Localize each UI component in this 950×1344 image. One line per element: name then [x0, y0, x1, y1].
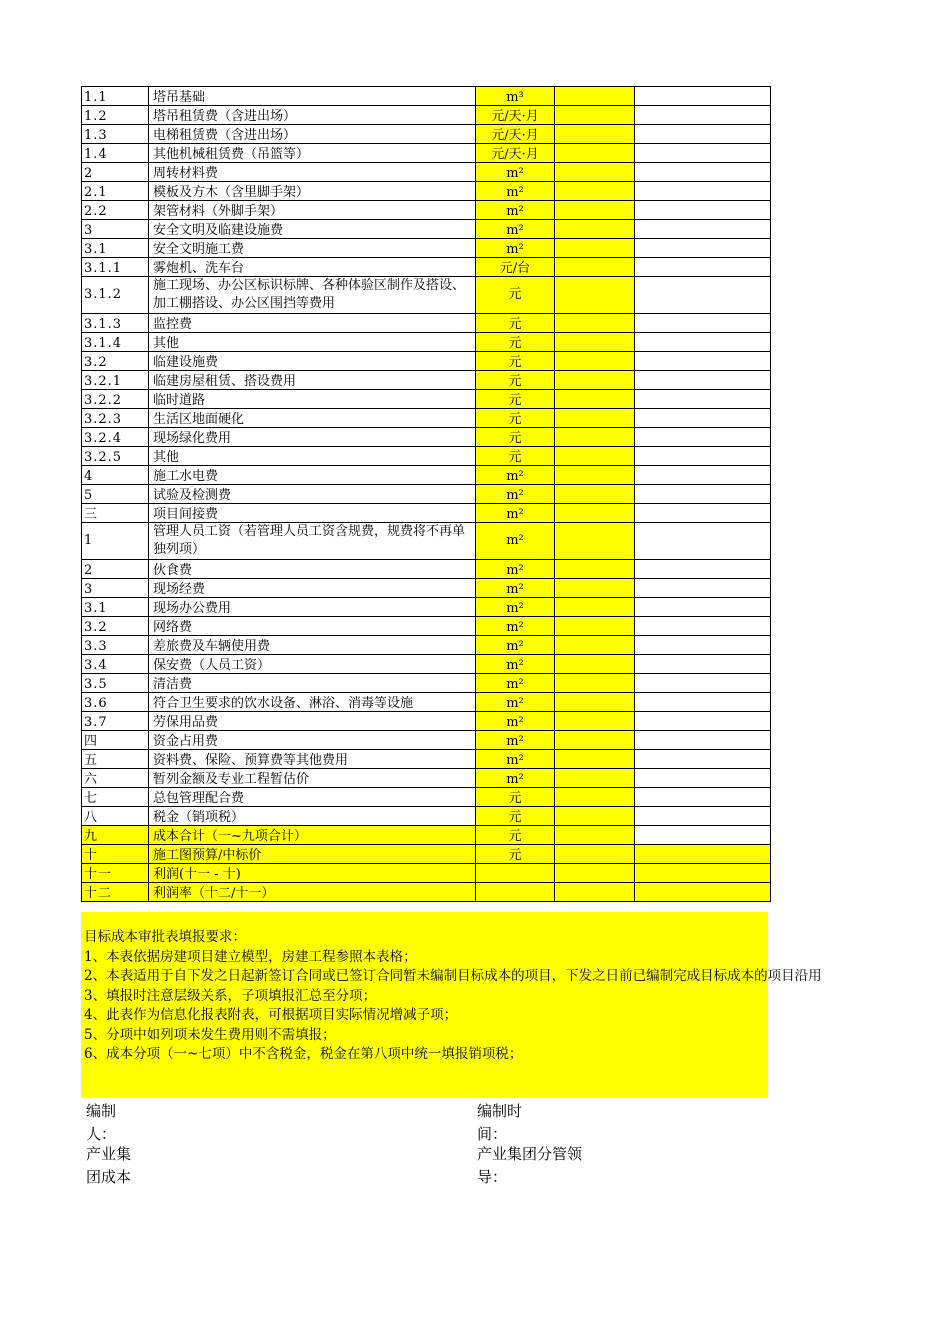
table-row: [82, 352, 771, 371]
row-code: 3.4: [82, 655, 149, 674]
table-row: [82, 674, 771, 693]
row-unit: m²: [476, 617, 555, 636]
row-name: 临建房屋租赁、搭设费用: [149, 371, 476, 390]
row-quantity[interactable]: [555, 769, 635, 788]
row-code: 3.1.3: [82, 314, 149, 333]
row-quantity[interactable]: [555, 788, 635, 807]
row-amount[interactable]: [635, 239, 771, 258]
table-row: [82, 125, 771, 144]
row-amount[interactable]: [635, 125, 771, 144]
compile-time-label: 编制时 间：: [477, 1102, 523, 1143]
table-row: [82, 560, 771, 579]
row-amount[interactable]: [635, 201, 771, 220]
row-quantity[interactable]: [555, 163, 635, 182]
row-name: 网络费: [149, 617, 476, 636]
row-code: 3: [82, 579, 149, 598]
row-amount[interactable]: [635, 883, 771, 902]
notes-line: 2、本表适用于自下发之日起新签订合同或已签订合同暂未编制目标成本的项目，下发之日前已编制完成目标成本的项目沿用: [84, 968, 822, 984]
table-row: [82, 333, 771, 352]
row-code: 3: [82, 220, 149, 239]
table-row: [82, 845, 771, 864]
row-quantity[interactable]: [555, 504, 635, 523]
row-code: 三: [82, 504, 149, 523]
row-amount[interactable]: [635, 523, 771, 560]
row-code: 1.3: [82, 125, 149, 144]
row-code: 1: [82, 523, 149, 560]
row-unit: 元: [476, 352, 555, 371]
row-amount[interactable]: [635, 87, 771, 106]
table-row: [82, 769, 771, 788]
row-unit: m²: [476, 674, 555, 693]
table-row: [82, 731, 771, 750]
row-unit: 元: [476, 333, 555, 352]
row-name: 现场经费: [149, 579, 476, 598]
row-code: 五: [82, 750, 149, 769]
row-quantity[interactable]: [555, 428, 635, 447]
row-unit: m²: [476, 182, 555, 201]
row-unit: 元: [476, 428, 555, 447]
table-row: [82, 523, 771, 560]
row-unit: m²: [476, 560, 555, 579]
row-code: 3.2: [82, 352, 149, 371]
row-code: 十二: [82, 883, 149, 902]
row-unit: 元: [476, 277, 555, 314]
row-unit: 元: [476, 314, 555, 333]
row-name: 施工现场、办公区标识标牌、各种体验区制作及搭设、加工棚搭设、办公区围挡等费用: [149, 277, 476, 314]
row-amount[interactable]: [635, 485, 771, 504]
row-quantity[interactable]: [555, 239, 635, 258]
notes-line: 6、成本分项（一~七项）中不含税金，税金在第八项中统一填报销项税；: [84, 1046, 523, 1062]
row-name: 安全文明及临建设施费: [149, 220, 476, 239]
row-unit: m²: [476, 712, 555, 731]
table-row: [82, 466, 771, 485]
row-quantity[interactable]: [555, 693, 635, 712]
row-code: 3.1.4: [82, 333, 149, 352]
row-quantity[interactable]: [555, 333, 635, 352]
table-row: [82, 788, 771, 807]
row-quantity[interactable]: [555, 466, 635, 485]
row-name: 其他机械租赁费（吊篮等）: [149, 144, 476, 163]
row-code: 3.5: [82, 674, 149, 693]
table-row: [82, 655, 771, 674]
row-unit: m²: [476, 693, 555, 712]
row-unit: 元: [476, 788, 555, 807]
row-code: 4: [82, 466, 149, 485]
table-row: [82, 864, 771, 883]
group-cost-label: 产业集 团成本: [86, 1145, 132, 1186]
row-unit: [476, 864, 555, 883]
row-amount[interactable]: [635, 447, 771, 466]
row-amount[interactable]: [635, 655, 771, 674]
row-name: 其他: [149, 333, 476, 352]
row-unit: 元/天·月: [476, 106, 555, 125]
row-unit: m²: [476, 201, 555, 220]
table-row: [82, 409, 771, 428]
table-row: [82, 144, 771, 163]
row-amount[interactable]: [635, 371, 771, 390]
row-amount[interactable]: [635, 466, 771, 485]
row-amount[interactable]: [635, 864, 771, 883]
row-name: 劳保用品费: [149, 712, 476, 731]
row-quantity[interactable]: [555, 125, 635, 144]
table-row: [82, 371, 771, 390]
row-amount[interactable]: [635, 693, 771, 712]
table-row: [82, 182, 771, 201]
row-unit: m²: [476, 485, 555, 504]
row-quantity[interactable]: [555, 750, 635, 769]
row-name: 总包管理配合费: [149, 788, 476, 807]
table-row: [82, 485, 771, 504]
table-row: [82, 883, 771, 902]
row-name: 模板及方木（含里脚手架）: [149, 182, 476, 201]
row-name: 试验及检测费: [149, 485, 476, 504]
table-row: [82, 579, 771, 598]
table-row: [82, 428, 771, 447]
table-row: [82, 201, 771, 220]
row-amount[interactable]: [635, 807, 771, 826]
row-code: 3.3: [82, 636, 149, 655]
row-amount[interactable]: [635, 163, 771, 182]
row-code: 3.2.3: [82, 409, 149, 428]
row-code: 1.1: [82, 87, 149, 106]
row-name: 架管材料（外脚手架）: [149, 201, 476, 220]
row-amount[interactable]: [635, 106, 771, 125]
row-amount[interactable]: [635, 220, 771, 239]
row-quantity[interactable]: [555, 560, 635, 579]
row-code: 七: [82, 788, 149, 807]
row-unit: m²: [476, 769, 555, 788]
row-unit: m²: [476, 239, 555, 258]
table-row: [82, 617, 771, 636]
row-amount[interactable]: [635, 731, 771, 750]
notes-line: 5、分项中如列项未发生费用则不需填报；: [84, 1026, 336, 1043]
table-row: [82, 504, 771, 523]
notes-line: 3、填报时注意层级关系，子项填报汇总至分项；: [84, 987, 377, 1004]
row-amount[interactable]: [635, 598, 771, 617]
row-name: 清洁费: [149, 674, 476, 693]
row-quantity[interactable]: [555, 864, 635, 883]
row-code: 2: [82, 163, 149, 182]
row-code: 5: [82, 485, 149, 504]
row-unit: m²: [476, 466, 555, 485]
table-row: [82, 447, 771, 466]
row-quantity[interactable]: [555, 409, 635, 428]
row-unit: m²: [476, 163, 555, 182]
row-code: 3.2.4: [82, 428, 149, 447]
row-code: 八: [82, 807, 149, 826]
row-amount[interactable]: [635, 504, 771, 523]
row-unit: m²: [476, 636, 555, 655]
row-amount[interactable]: [635, 845, 771, 864]
compiler-label: 编制 人：: [86, 1102, 117, 1143]
row-name: 暂列金额及专业工程暂估价: [149, 769, 476, 788]
row-code: 四: [82, 731, 149, 750]
row-name: 成本合计（一~九项合计）: [149, 826, 476, 845]
table-row: [82, 314, 771, 333]
row-name: 其他: [149, 447, 476, 466]
row-quantity[interactable]: [555, 182, 635, 201]
row-code: 3.6: [82, 693, 149, 712]
row-amount[interactable]: [635, 333, 771, 352]
row-unit: m²: [476, 598, 555, 617]
row-name: 临建设施费: [149, 352, 476, 371]
row-code: 3.1.1: [82, 258, 149, 277]
row-quantity[interactable]: [555, 523, 635, 560]
row-code: 3.2.5: [82, 447, 149, 466]
row-unit: [476, 883, 555, 902]
row-quantity[interactable]: [555, 674, 635, 693]
row-quantity[interactable]: [555, 883, 635, 902]
row-quantity[interactable]: [555, 712, 635, 731]
row-name: 差旅费及车辆使用费: [149, 636, 476, 655]
row-code: 六: [82, 769, 149, 788]
row-quantity[interactable]: [555, 447, 635, 466]
table-row: [82, 750, 771, 769]
table-row: [82, 712, 771, 731]
table-row: [82, 807, 771, 826]
row-name: 保安费（人员工资）: [149, 655, 476, 674]
row-quantity[interactable]: [555, 579, 635, 598]
row-code: 3.2.1: [82, 371, 149, 390]
notes-line: 4、此表作为信息化报表附表，可根据项目实际情况增减子项；: [84, 1007, 458, 1023]
row-quantity[interactable]: [555, 731, 635, 750]
row-name: 塔吊租赁费（含进出场）: [149, 106, 476, 125]
row-name: 资金占用费: [149, 731, 476, 750]
row-unit: 元: [476, 807, 555, 826]
row-quantity[interactable]: [555, 144, 635, 163]
row-amount[interactable]: [635, 277, 771, 314]
table-row: [82, 106, 771, 125]
row-quantity[interactable]: [555, 201, 635, 220]
table-row: [82, 239, 771, 258]
row-amount[interactable]: [635, 428, 771, 447]
row-name: 利润率（十二/十一）: [149, 883, 476, 902]
row-code: 3.7: [82, 712, 149, 731]
group-leader-label: 产业集团分管领 导：: [477, 1145, 583, 1186]
row-unit: 元: [476, 447, 555, 466]
row-name: 施工水电费: [149, 466, 476, 485]
table-row: [82, 636, 771, 655]
row-quantity[interactable]: [555, 314, 635, 333]
row-amount[interactable]: [635, 788, 771, 807]
row-name: 税金（销项税）: [149, 807, 476, 826]
row-name: 临时道路: [149, 390, 476, 409]
fill-requirements-notes: [81, 912, 822, 1098]
row-unit: m²: [476, 504, 555, 523]
row-unit: m³: [476, 87, 555, 106]
row-amount[interactable]: [635, 560, 771, 579]
row-name: 管理人员工资（若管理人员工资含规费，规费将不再单独列项）: [149, 523, 476, 560]
row-quantity[interactable]: [555, 617, 635, 636]
row-code: 九: [82, 826, 149, 845]
row-amount[interactable]: [635, 182, 771, 201]
row-name: 电梯租赁费（含进出场）: [149, 125, 476, 144]
table-row: [82, 87, 771, 106]
row-amount[interactable]: [635, 409, 771, 428]
row-code: 3.1: [82, 239, 149, 258]
row-name: 周转材料费: [149, 163, 476, 182]
row-quantity[interactable]: [555, 106, 635, 125]
row-code: 十一: [82, 864, 149, 883]
row-name: 施工图预算/中标价: [149, 845, 476, 864]
row-name: 符合卫生要求的饮水设备、淋浴、消毒等设施: [149, 693, 476, 712]
row-amount[interactable]: [635, 579, 771, 598]
row-name: 安全文明施工费: [149, 239, 476, 258]
row-quantity[interactable]: [555, 598, 635, 617]
row-amount[interactable]: [635, 352, 771, 371]
row-code: 十: [82, 845, 149, 864]
row-code: 3.2.2: [82, 390, 149, 409]
cost-table: [81, 86, 771, 902]
row-amount[interactable]: [635, 144, 771, 163]
row-name: 现场办公费用: [149, 598, 476, 617]
row-amount[interactable]: [635, 636, 771, 655]
row-unit: 元: [476, 390, 555, 409]
row-code: 2: [82, 560, 149, 579]
notes-title: 目标成本审批表填报要求：: [84, 929, 246, 945]
row-quantity[interactable]: [555, 655, 635, 674]
row-name: 塔吊基础: [149, 87, 476, 106]
row-name: 现场绿化费用: [149, 428, 476, 447]
row-unit: 元: [476, 371, 555, 390]
row-code: 3.2: [82, 617, 149, 636]
row-amount[interactable]: [635, 258, 771, 277]
table-row: [82, 693, 771, 712]
row-quantity[interactable]: [555, 277, 635, 314]
row-quantity[interactable]: [555, 636, 635, 655]
row-quantity[interactable]: [555, 807, 635, 826]
table-row: [82, 163, 771, 182]
table-row: [82, 390, 771, 409]
row-unit: 元: [476, 409, 555, 428]
row-code: 3.1.2: [82, 277, 149, 314]
row-amount[interactable]: [635, 390, 771, 409]
row-quantity[interactable]: [555, 826, 635, 845]
row-unit: 元/天·月: [476, 144, 555, 163]
row-quantity[interactable]: [555, 485, 635, 504]
table-row: [82, 277, 771, 314]
row-amount[interactable]: [635, 769, 771, 788]
row-amount[interactable]: [635, 617, 771, 636]
table-row: [82, 258, 771, 277]
row-name: 伙食费: [149, 560, 476, 579]
row-name: 资料费、保险、预算费等其他费用: [149, 750, 476, 769]
row-unit: m²: [476, 523, 555, 560]
row-quantity[interactable]: [555, 220, 635, 239]
row-quantity[interactable]: [555, 371, 635, 390]
row-quantity[interactable]: [555, 845, 635, 864]
table-row: [82, 826, 771, 845]
row-quantity[interactable]: [555, 390, 635, 409]
row-unit: m²: [476, 579, 555, 598]
row-unit: m²: [476, 731, 555, 750]
row-unit: m²: [476, 750, 555, 769]
row-quantity[interactable]: [555, 87, 635, 106]
row-code: 3.1: [82, 598, 149, 617]
row-amount[interactable]: [635, 750, 771, 769]
table-row: [82, 598, 771, 617]
row-amount[interactable]: [635, 674, 771, 693]
row-name: 项目间接费: [149, 504, 476, 523]
row-name: 生活区地面硬化: [149, 409, 476, 428]
row-amount[interactable]: [635, 712, 771, 731]
row-name: 雾炮机、洗车台: [149, 258, 476, 277]
row-amount[interactable]: [635, 314, 771, 333]
row-code: 2.1: [82, 182, 149, 201]
row-unit: 元: [476, 826, 555, 845]
row-quantity[interactable]: [555, 352, 635, 371]
row-name: 监控费: [149, 314, 476, 333]
row-unit: 元/台: [476, 258, 555, 277]
row-quantity[interactable]: [555, 258, 635, 277]
row-code: 2.2: [82, 201, 149, 220]
row-unit: 元/天·月: [476, 125, 555, 144]
row-unit: 元: [476, 845, 555, 864]
row-name: 利润(十一 - 十): [149, 864, 476, 883]
row-unit: m²: [476, 655, 555, 674]
notes-line: 1、本表依据房建项目建立模型，房建工程参照本表格；: [84, 948, 417, 965]
table-row: [82, 220, 771, 239]
row-unit: m²: [476, 220, 555, 239]
row-code: 1.4: [82, 144, 149, 163]
row-amount[interactable]: [635, 826, 771, 845]
row-code: 1.2: [82, 106, 149, 125]
